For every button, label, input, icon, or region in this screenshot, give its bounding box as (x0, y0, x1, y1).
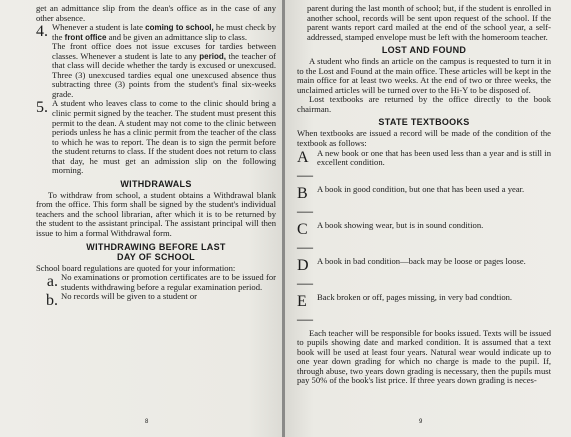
item-text: No records will be given to a student or (61, 291, 198, 302)
heading-lost-and-found: LOST AND FOUND (381, 45, 467, 56)
condition-label: A— (297, 148, 313, 184)
list-item-5 (36, 99, 276, 175)
lost-found-paragraph: A student who finds an article on the campus is requested to turn it in to the Lost and Found at the main office. These articles will be kept in the main office for at least two weeks. At the end of two or three weeks, the unclaimed articles will be turned over to the Hi-Y to be disposed of. (297, 56, 551, 95)
condition-b (297, 185, 551, 221)
condition-a (297, 149, 551, 185)
condition-e (297, 293, 551, 329)
teacher-responsibility-paragraph: Each teacher will be responsible for books issued. Texts will be issued to pupils showing date and marked condition. It is assumed that a text book will be used at least four years. Natural wear would indicate up to one year down grading for which no charge is made to the pupil. If, through abuse, two years down grading is necessary, then the pupils must pay 50% of the book's list price. If three years down grading is neces- (297, 327, 551, 386)
lost-textbooks-paragraph: Lost textbooks are returned by the office directly to the book chairman. (297, 94, 551, 114)
condition-text: A new book or one that has been used less than a year and is still in excellent condition. (317, 147, 551, 168)
condition-text: A book in bad condition—back may be loose or pages loose. (317, 255, 526, 266)
text-run: the teacher of that class will decide whether the tardy is excused or unexcused. Three (3) unexcused tardies equal one unexcused absence thus subtracting three (3) points from the student's final six-weeks grade. (52, 50, 276, 99)
heading-withdrawals: WITHDRAWALS (120, 178, 192, 189)
condition-label: D— (297, 256, 313, 292)
item-letter: b. (46, 292, 58, 310)
page-number: 8 (145, 419, 149, 425)
condition-d (297, 257, 551, 293)
page-number: 9 (419, 419, 423, 425)
item-text (52, 23, 276, 42)
bold-text: front office (64, 32, 107, 42)
text-run: and be given an admittance slip to class. (106, 31, 248, 42)
condition-label: E— (297, 292, 313, 328)
right-page (285, 0, 571, 437)
item-number: 5. (36, 99, 48, 117)
item-number: 4. (36, 23, 48, 41)
heading-line: WITHDRAWING BEFORE LAST (86, 241, 226, 252)
condition-c (297, 221, 551, 257)
text-run: Whenever a student is late (52, 22, 146, 33)
continued-text: get an admittance slip from the dean's office as in the case of any other absence. (36, 3, 276, 23)
left-page (0, 0, 282, 437)
condition-text: A book showing wear, but is in sound condition. (317, 219, 484, 230)
text-run: he must check by the (52, 22, 276, 42)
item-text: A student who leaves class to come to the clinic should bring a clinic permit signed by the teacher. The student must present this permit to the dean. A student may not come to the clinic between periods unless he has a clinic permit from the teacher of the class to which he was to report. The dean is to sign the permit before the student returns to class. If the student does not return to class that day, he must get an admission slip on the following morning. (52, 98, 276, 176)
heading-withdrawing-before-last-day (36, 242, 276, 262)
condition-text: Back broken or off, pages missing, in very bad condtion. (317, 291, 513, 302)
list-item-4 (36, 23, 276, 42)
bold-text: period, (199, 51, 226, 61)
list-item-a (36, 273, 276, 292)
heading-line: DAY OF SCHOOL (117, 251, 195, 262)
list-item-b (36, 292, 276, 310)
bold-text: coming to school, (145, 23, 214, 33)
condition-label: C— (297, 220, 313, 256)
text-run: The front office does not issue excuses for tardies between classes. Whenever a student is late to any (52, 41, 276, 61)
state-textbooks-paragraph: When textbooks are issued a record will be made of the condition of the textbook as follows: (297, 128, 551, 149)
item-text: No examinations or promotion certificates are to be issued for students withdrawing before a regular examination period. (61, 272, 276, 292)
tardy-paragraph (52, 42, 276, 99)
tardy-paragraph-wrap (36, 42, 276, 99)
item-letter: a. (46, 273, 58, 291)
condition-label: B— (297, 184, 313, 220)
withdrawals-paragraph: To withdraw from school, a student obtains a Withdrawal blank from the office. This form shall be signed by the student's individual teachers and the school librarian, after which it is to be returned by the student to the assistant principal. The assistant principal will then issue to him a formal Withdrawal form. (36, 189, 276, 239)
regulations-paragraph: School board regulations are quoted for your information: (36, 262, 236, 273)
heading-state-textbooks: STATE TEXTBOOKS (378, 117, 470, 128)
continued-text: parent during the last month of school; but, if the student is enrolled in another school, records will be sent upon request of the school. If the parent wants report card mailed at the end of the school year, a self-addressed, stamped envelope must be left with the homeroom teacher. (307, 3, 551, 42)
condition-text: A book in good condition, but one that has been used a year. (317, 183, 525, 194)
